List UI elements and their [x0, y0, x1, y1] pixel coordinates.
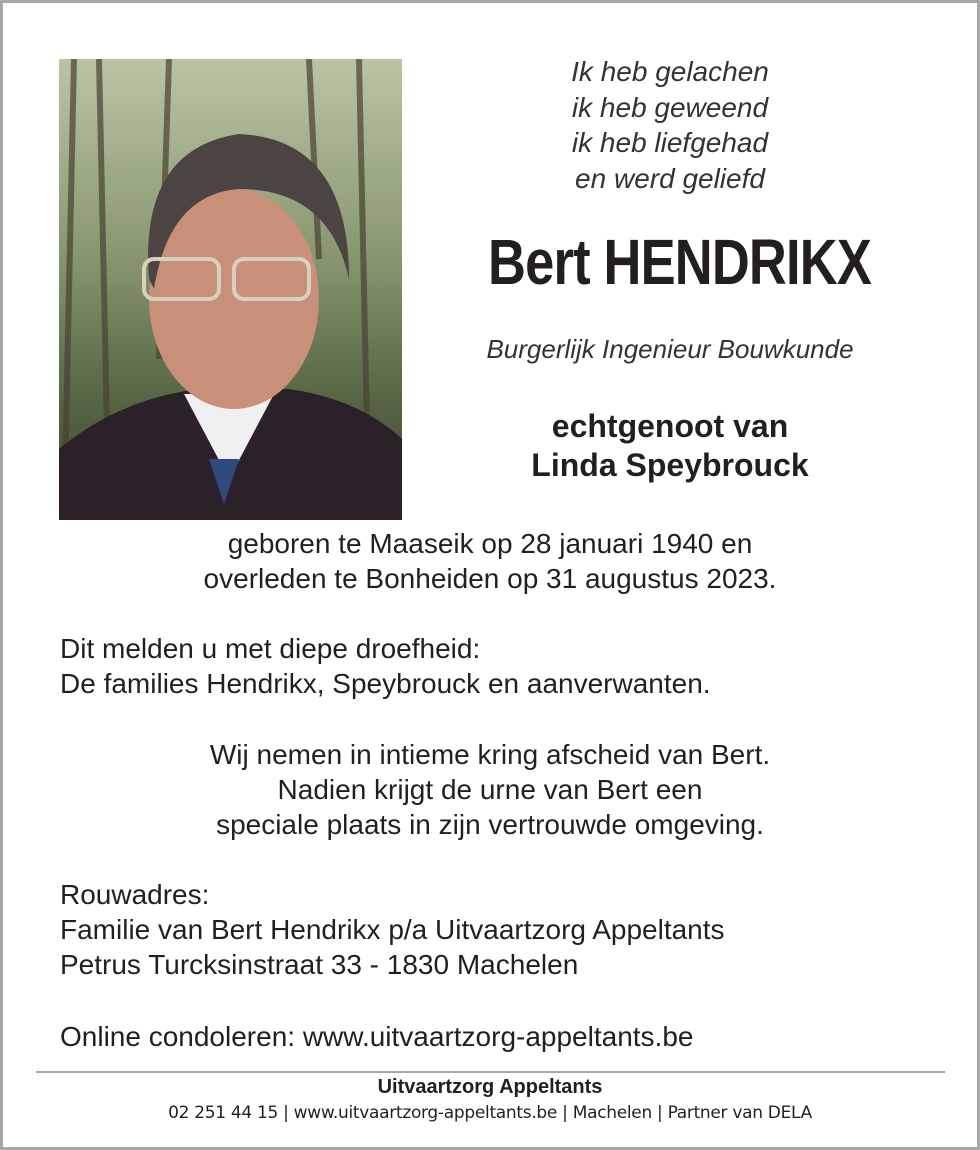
- address-label: Rouwadres:: [60, 879, 210, 910]
- poem-line: ik heb geweend: [571, 91, 769, 123]
- footer-divider: [36, 1071, 945, 1073]
- spouse-name: Linda Speybrouck: [531, 447, 809, 483]
- mourning-address: [60, 877, 940, 982]
- announcement: [60, 631, 940, 701]
- funeral-home-name: Uitvaartzorg Appeltants: [377, 1076, 603, 1098]
- profession: Burgerlijk Ingenieur Bouwkunde: [486, 334, 854, 364]
- birth-death-dates: [60, 526, 920, 596]
- farewell-line: speciale plaats in zijn vertrouwde omgeving.: [216, 809, 764, 840]
- poem-line: en werd geliefd: [575, 162, 765, 194]
- poem: [460, 54, 880, 196]
- farewell-line: Wij nemen in intieme kring afscheid van Bert.: [209, 739, 771, 770]
- spouse: [430, 407, 910, 485]
- funeral-home-contact: 02 251 44 15 | www.uitvaartzorg-appeltants.be | Machelen | Partner van DELA: [168, 1103, 812, 1123]
- online-condolences[interactable]: Online condoleren: www.uitvaartzorg-appeltants.be: [60, 1021, 694, 1052]
- address-line: Familie van Bert Hendrikx p/a Uitvaartzorg Appeltants: [60, 914, 725, 945]
- birth-line: geboren te Maaseik op 28 januari 1940 en: [227, 528, 753, 559]
- announcement-line: Dit melden u met diepe droefheid:: [60, 633, 481, 664]
- address-line: Petrus Turcksinstraat 33 - 1830 Machelen: [60, 949, 579, 980]
- farewell-line: Nadien krijgt de urne van Bert een: [277, 774, 703, 805]
- announcement-line: De families Hendrikx, Speybrouck en aanverwanten.: [60, 668, 711, 699]
- farewell: [60, 737, 920, 842]
- poem-line: ik heb liefgehad: [571, 127, 769, 158]
- poem-line: Ik heb gelachen: [571, 56, 769, 87]
- portrait-photo: [59, 59, 402, 520]
- death-line: overleden te Bonheiden op 31 augustus 2023.: [203, 563, 777, 594]
- deceased-name: Bert HENDRIKX: [488, 226, 872, 298]
- spouse-label: echtgenoot van: [551, 408, 789, 444]
